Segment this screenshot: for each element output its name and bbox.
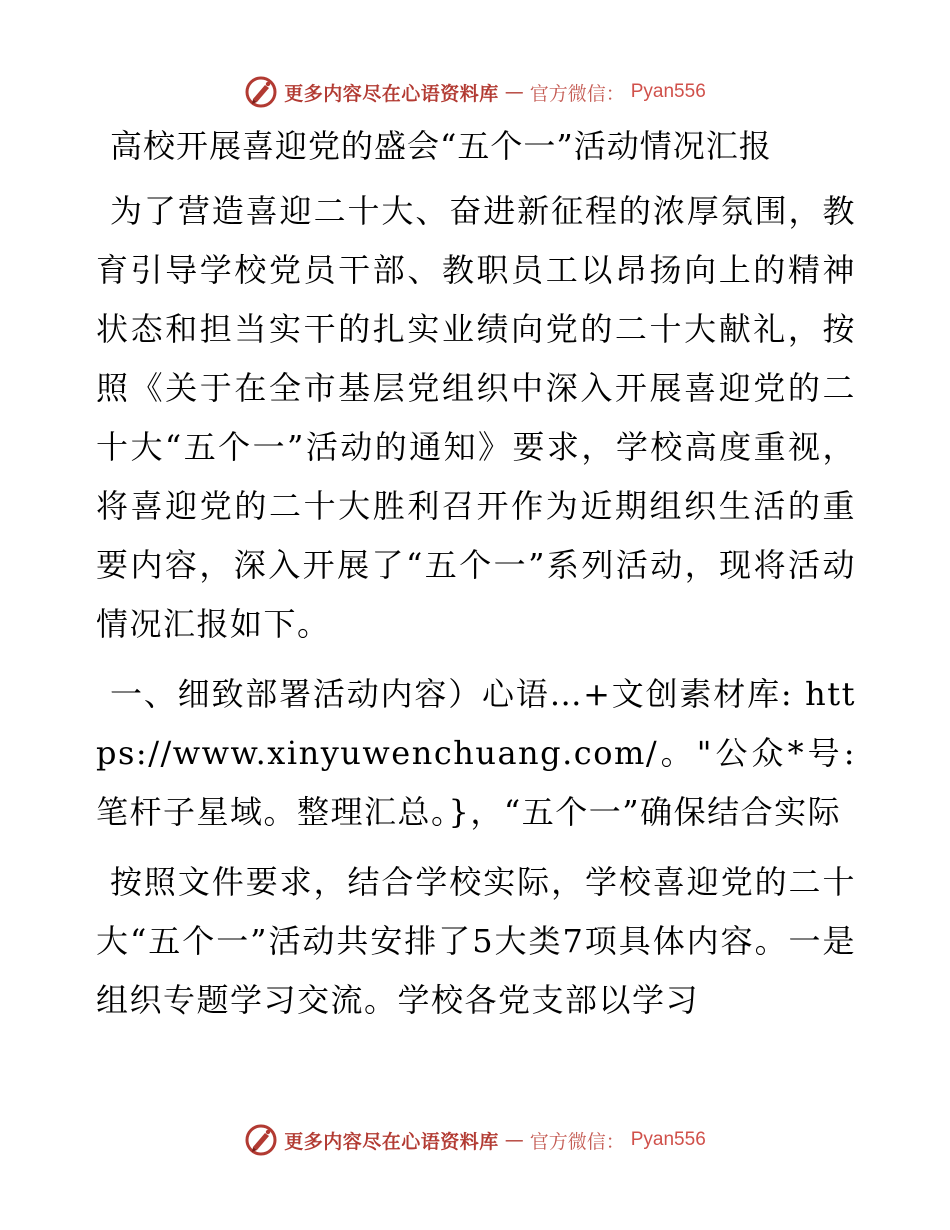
watermark-wechat-label: 官方微信： — [529, 82, 625, 105]
watermark-banner-bottom — [0, 1120, 950, 1160]
watermark-banner-top — [0, 72, 950, 112]
pen-logo-icon — [244, 1123, 278, 1157]
document-title: 高校开展喜迎党的盛会“五个一”活动情况汇报 — [110, 127, 772, 165]
watermark-dash: — — [504, 81, 524, 103]
pen-logo-icon — [244, 75, 278, 109]
paragraph-intro: 为了营造喜迎二十大、奋进新征程的浓厚氛围，教育引导学校党员干部、教职员工以昂扬向上的精神状态和担当实干的扎实业绩向党的二十大献礼，按照《关于在全市基层党组织中深入开展喜迎党的二十大“五个一”活动的通知》要求，学校高度重视，将喜迎党的二十大胜利召开作为近期组织生活的重要内容，深入开展了“五个一”系列活动，现将活动情况汇报如下。 — [96, 192, 856, 643]
watermark-text: 更多内容尽在心语资料库 — [284, 82, 499, 105]
paragraph-body: 按照文件要求，结合学校实际，学校喜迎党的二十大“五个一”活动共安排了5大类7项具体内容。一是组织专题学习交流。学校各党支部以学习 — [96, 863, 856, 1019]
watermark-text: 更多内容尽在心语资料库 — [284, 1130, 499, 1153]
watermark-group — [244, 75, 706, 109]
watermark-wechat-id: Pyan556 — [630, 1129, 706, 1150]
paragraph-section-heading: 一、细致部署活动内容）心语…+文创素材库: https://www.xinyuwenchuang.com/。"公众*号: 笔杆子星域。整理汇总。}，“五个一”确保结合实际 — [96, 675, 856, 831]
watermark-dash: — — [504, 1129, 524, 1151]
watermark-wechat-label: 官方微信： — [529, 1130, 625, 1153]
watermark-wechat-id: Pyan556 — [630, 81, 706, 102]
document-body — [96, 120, 856, 1030]
watermark-group — [244, 1123, 706, 1157]
